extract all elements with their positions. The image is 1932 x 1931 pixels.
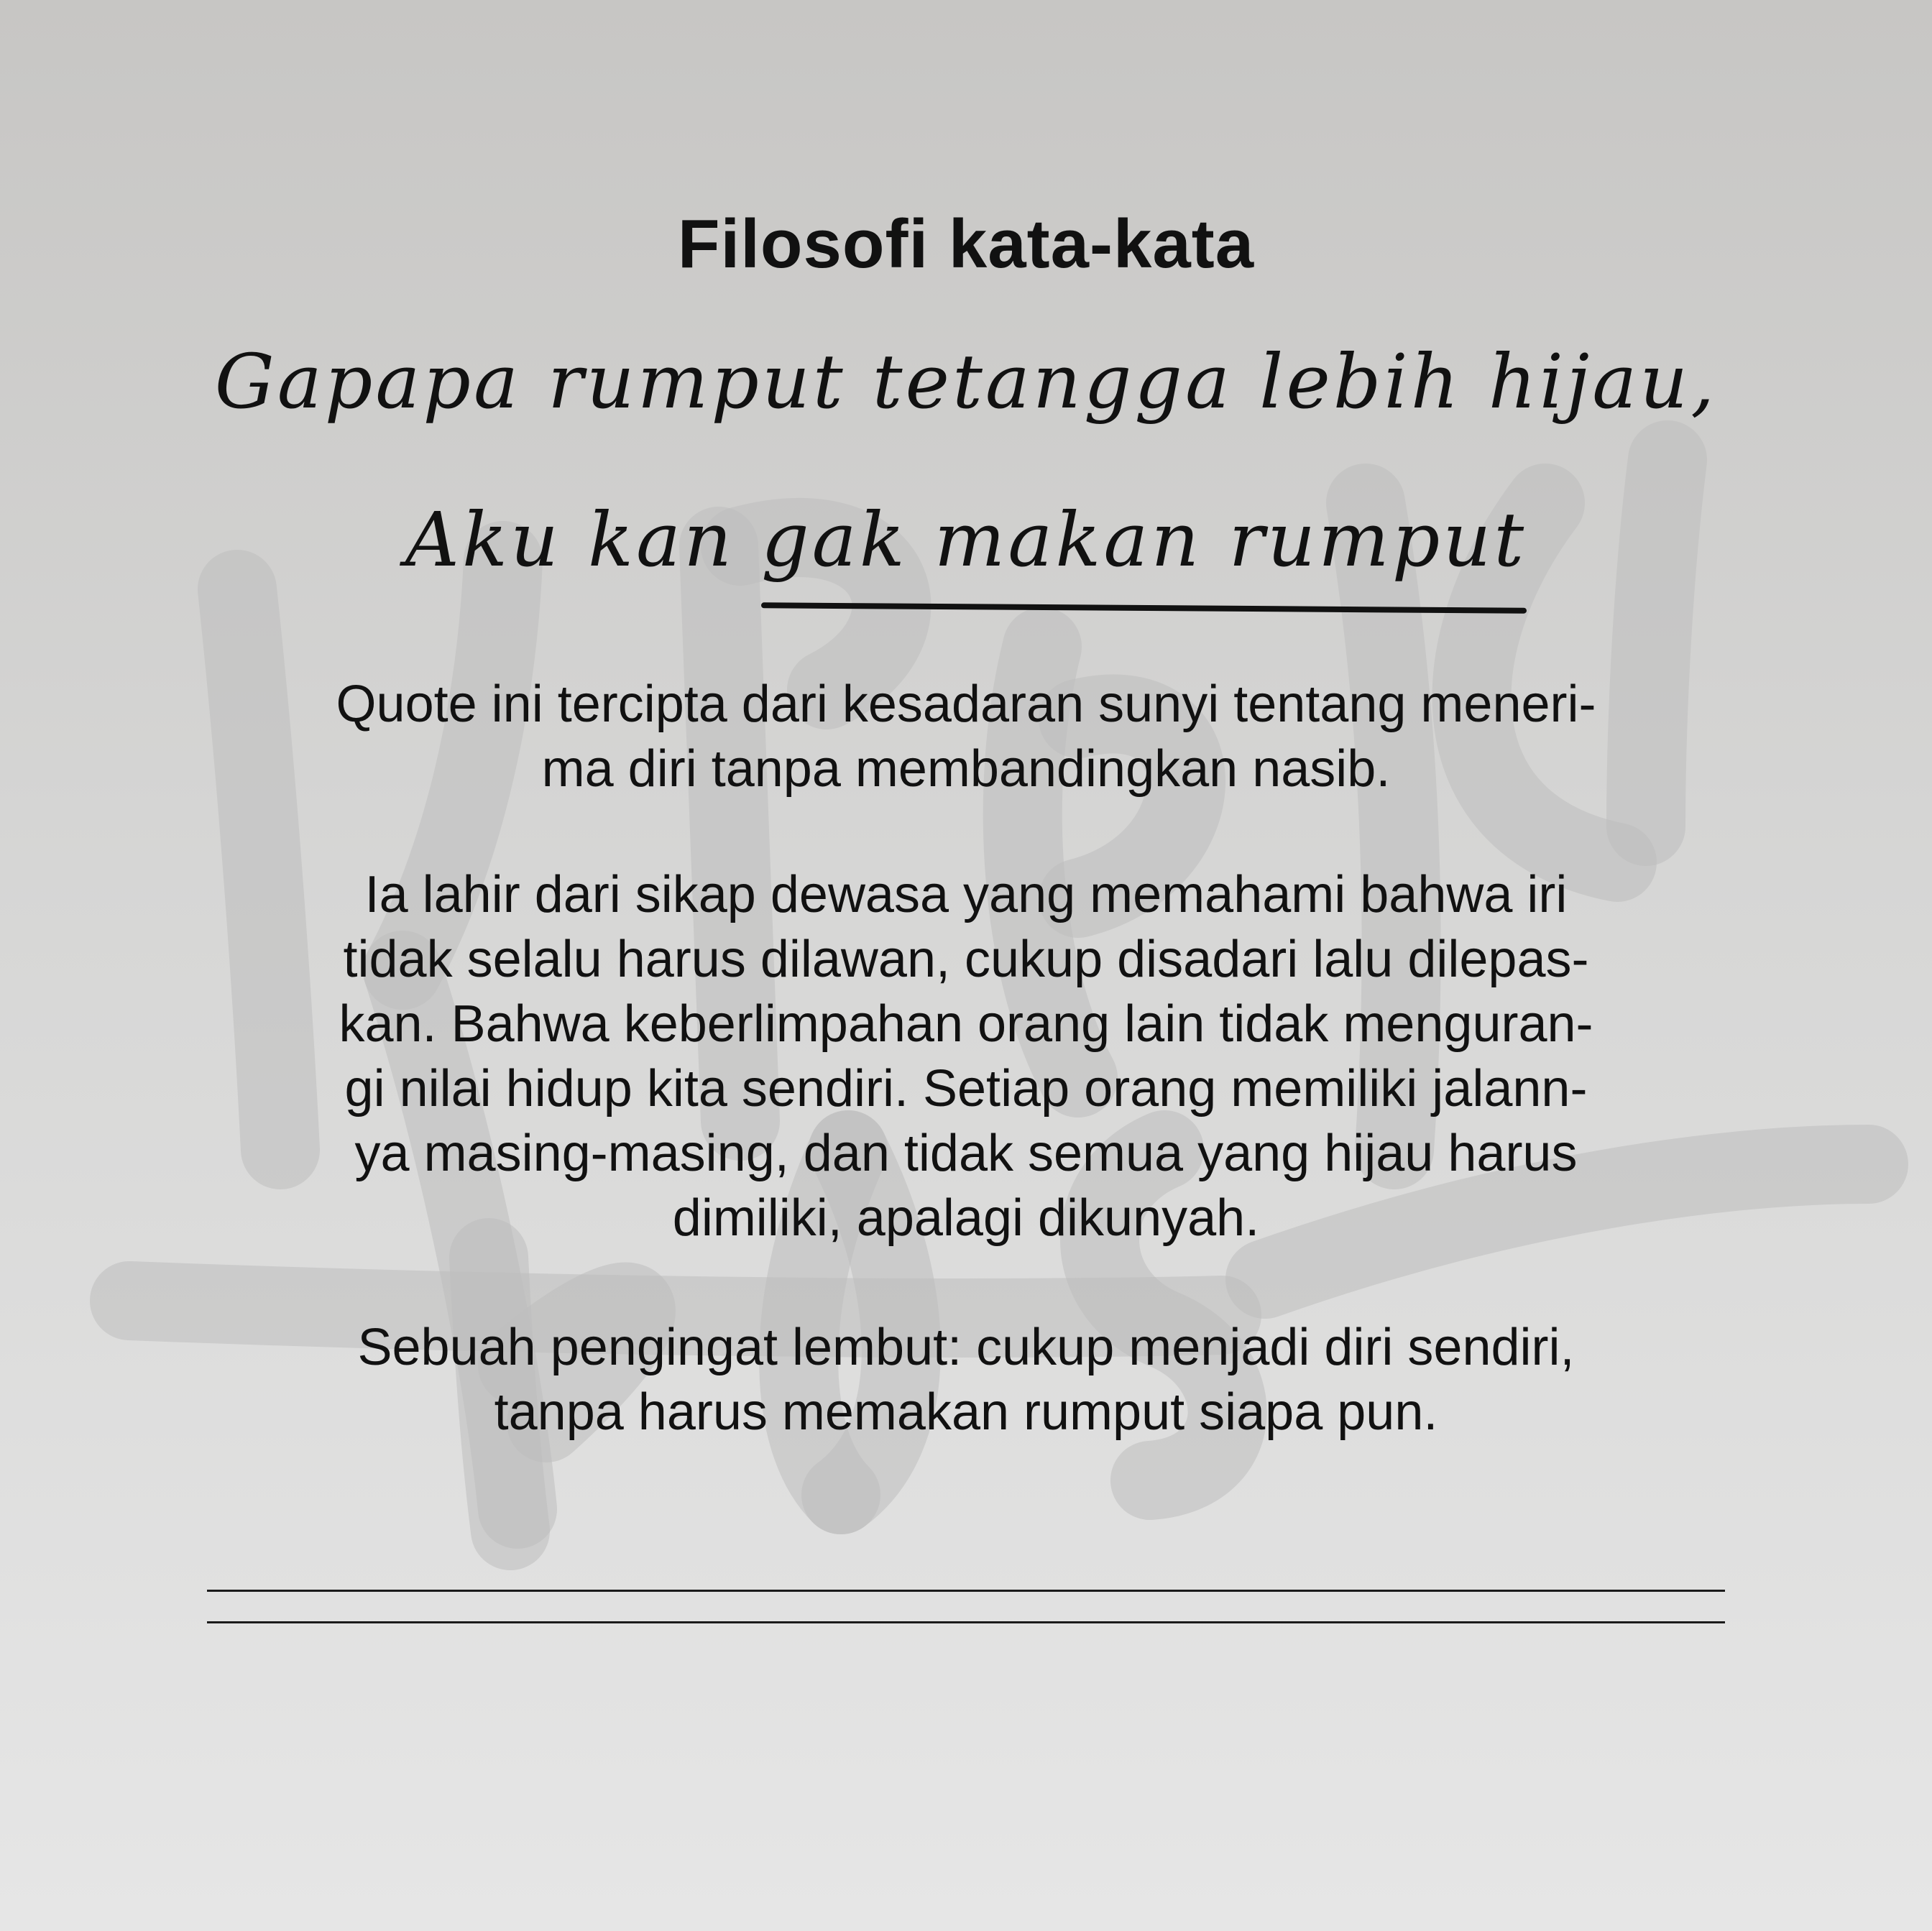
paragraph-2 <box>194 862 1738 1250</box>
paragraph-1-text: Quote ini tercipta dari kesadaran sunyi tentang meneri- ma diri tanpa membandingkan nasib. <box>336 676 1596 798</box>
divider-line-bottom <box>207 1621 1725 1623</box>
quote-underlined-text: gak makan rumput <box>761 496 1527 584</box>
quote-line-1: Gapapa rumput tetangga lebih hijau, <box>214 338 1718 425</box>
paragraph-2-text: Ia lahir dari sikap dewasa yang memahami bahwa iri tidak selalu harus dilawan, cukup disadari lalu dilepas- kan. Bahwa keberlimpahan orang lain tidak menguran- gi nilai hidup kita sendiri. Setiap orang memiliki jalann- ya masing-masing, dan tidak semua yang hijau harus dimiliki, apalagi dikunyah. <box>339 866 1593 1247</box>
quote-underlined-phrase <box>761 496 1527 584</box>
paragraph-1 <box>194 672 1738 801</box>
paragraph-3-text: Sebuah pengingat lembut: cukup menjadi diri sendiri, tanpa harus memakan rumput siapa pun. <box>357 1319 1575 1441</box>
divider-line-top <box>207 1590 1725 1592</box>
quote-line-2 <box>0 496 1932 584</box>
quote-underline <box>761 602 1527 613</box>
quote-line-2-start: Aku kan <box>405 496 762 584</box>
page-title: Filosofi kata-kata <box>677 206 1255 282</box>
paragraph-3 <box>194 1315 1738 1444</box>
